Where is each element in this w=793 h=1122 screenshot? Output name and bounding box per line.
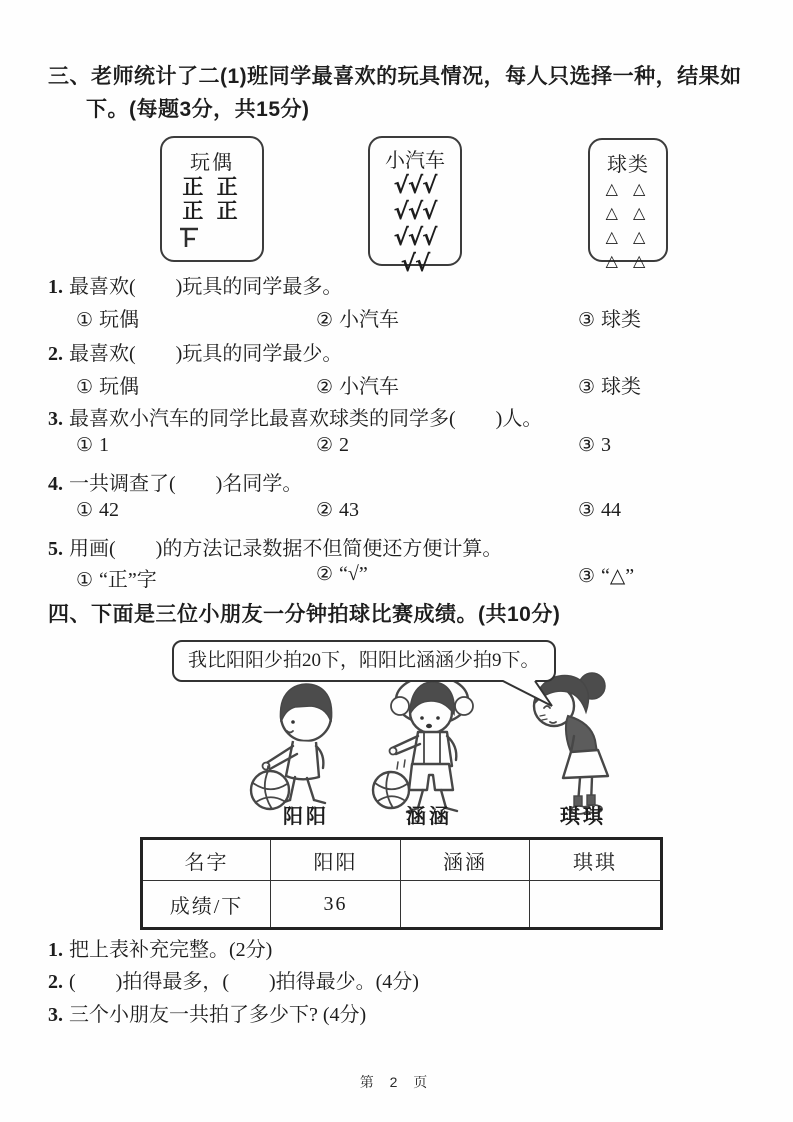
table-cell-hanhan-score: [401, 881, 530, 929]
tally-box-cars-label: 小汽车: [385, 150, 445, 172]
tally-row: 正 正: [182, 175, 242, 199]
option-label: 1: [99, 434, 110, 456]
option-circle-2: ②: [316, 499, 334, 521]
table-header-hanhan: 涵涵: [401, 839, 530, 881]
tally-row: △ △: [605, 203, 651, 222]
child-name-hanhan: 涵涵: [406, 806, 452, 828]
section-four-heading: 四、下面是三位小朋友一分钟拍球比赛成绩。(共10分): [48, 603, 561, 626]
tally-row: △ △: [605, 227, 651, 246]
partial-zheng-tally-icon: [178, 225, 200, 249]
question-2: [48, 337, 342, 366]
table-header-yangyang: 阳阳: [271, 839, 401, 881]
speech-bubble: 我比阳阳少拍20下，阳阳比涵涵少拍9下。: [172, 640, 556, 682]
option-label: 玩偶: [99, 376, 140, 398]
option-label: “△”: [601, 565, 635, 587]
question-5-text: 用画( )的方法记录数据不但简便还方便计算。: [69, 538, 503, 560]
tally-box-balls-label: 球类: [607, 154, 649, 176]
speech-bubble-tail-icon: [495, 680, 565, 712]
question-5-number: 5.: [48, 538, 63, 560]
tally-box-balls: [588, 138, 668, 270]
question-3-number: 3.: [48, 408, 63, 430]
page-number: 第 2 页: [359, 1074, 434, 1090]
question-4-text: 一共调查了( )名同学。: [69, 473, 303, 495]
question-2-number: 2.: [48, 343, 63, 365]
child-illustration-hanhan: [366, 670, 498, 818]
question-number: 1.: [48, 939, 63, 961]
section-four-question-3: [48, 998, 366, 1027]
option-circle-1: ①: [76, 569, 94, 591]
option-label: 球类: [601, 309, 642, 331]
option-label: 44: [601, 499, 622, 521]
question-number: 2.: [48, 971, 63, 993]
question-text: ( )拍得最多，( )拍得最少。(4分): [69, 971, 419, 993]
tally-row: △ △: [605, 251, 651, 270]
tally-row: 正 正: [182, 199, 242, 223]
option-circle-1: ①: [76, 376, 94, 398]
tally-row: △ △: [605, 179, 651, 198]
question-5-options: [0, 563, 793, 591]
table-header-name: 名字: [142, 839, 271, 881]
tally-row: √√√: [393, 225, 437, 251]
option-circle-1: ①: [76, 434, 94, 456]
section-three-heading-line2: 下。(每题3分，共15分): [86, 98, 310, 121]
option-label: “√”: [339, 563, 368, 585]
question-number: 3.: [48, 1004, 63, 1026]
tally-row: √√√: [393, 199, 437, 225]
option-label: 43: [339, 499, 360, 521]
option-circle-2: ②: [316, 309, 334, 331]
option-circle-2: ②: [316, 563, 334, 585]
question-1-number: 1.: [48, 276, 63, 298]
question-4-number: 4.: [48, 473, 63, 495]
section-four-question-2: [48, 965, 419, 994]
question-1-text: 最喜欢( )玩具的同学最多。: [69, 276, 343, 298]
section-three-heading-line1: 三、老师统计了二(1)班同学最喜欢的玩具情况，每人只选择一种，结果如: [48, 65, 742, 88]
question-text: 三个小朋友一共拍了多少下? (4分): [69, 1004, 367, 1026]
question-4-options: [0, 499, 793, 527]
question-4: [48, 467, 302, 496]
option-label: 42: [99, 499, 120, 521]
option-label: 小汽车: [339, 309, 400, 331]
question-2-text: 最喜欢( )玩具的同学最少。: [69, 343, 343, 365]
option-circle-3: ③: [578, 434, 596, 456]
tally-box-cars: [368, 136, 462, 277]
basketball-icon: [373, 772, 409, 808]
option-circle-3: ③: [578, 565, 596, 587]
child-name-qiqi: 琪琪: [560, 806, 606, 828]
option-label: 3: [601, 434, 612, 456]
question-3-text: 最喜欢小汽车的同学比最喜欢球类的同学多( )人。: [69, 408, 543, 430]
option-circle-2: ②: [316, 434, 334, 456]
table-cell-qiqi-score: [530, 881, 662, 929]
table-header-qiqi: 琪琪: [530, 839, 662, 881]
child-illustration-yangyang: [243, 676, 365, 816]
tally-row: √√√: [393, 173, 437, 199]
section-four-question-1: [48, 933, 272, 962]
question-2-options: [0, 370, 793, 398]
option-circle-3: ③: [578, 376, 596, 398]
question-1-options: [0, 303, 793, 331]
option-label: “正”字: [99, 569, 157, 591]
option-label: 球类: [601, 376, 642, 398]
option-label: 玩偶: [99, 309, 140, 331]
child-name-yangyang: 阳阳: [283, 806, 329, 828]
question-text: 把上表补充完整。(2分): [69, 939, 273, 961]
table-cell-yangyang-score: 36: [271, 881, 401, 929]
option-circle-1: ①: [76, 309, 94, 331]
tally-row: √√: [400, 251, 430, 277]
tally-box-dolls: [160, 136, 264, 262]
tally-box-dolls-label: 玩偶: [190, 152, 234, 174]
question-3: [48, 402, 542, 431]
question-5: [48, 532, 502, 561]
option-circle-2: ②: [316, 376, 334, 398]
option-label: 小汽车: [339, 376, 400, 398]
option-circle-1: ①: [76, 499, 94, 521]
option-circle-3: ③: [578, 499, 596, 521]
option-circle-3: ③: [578, 309, 596, 331]
question-1: [48, 270, 342, 299]
table-row-label: 成绩/下: [142, 881, 271, 929]
question-3-options: [0, 434, 793, 462]
score-table: [140, 837, 663, 930]
option-label: 2: [339, 434, 350, 456]
